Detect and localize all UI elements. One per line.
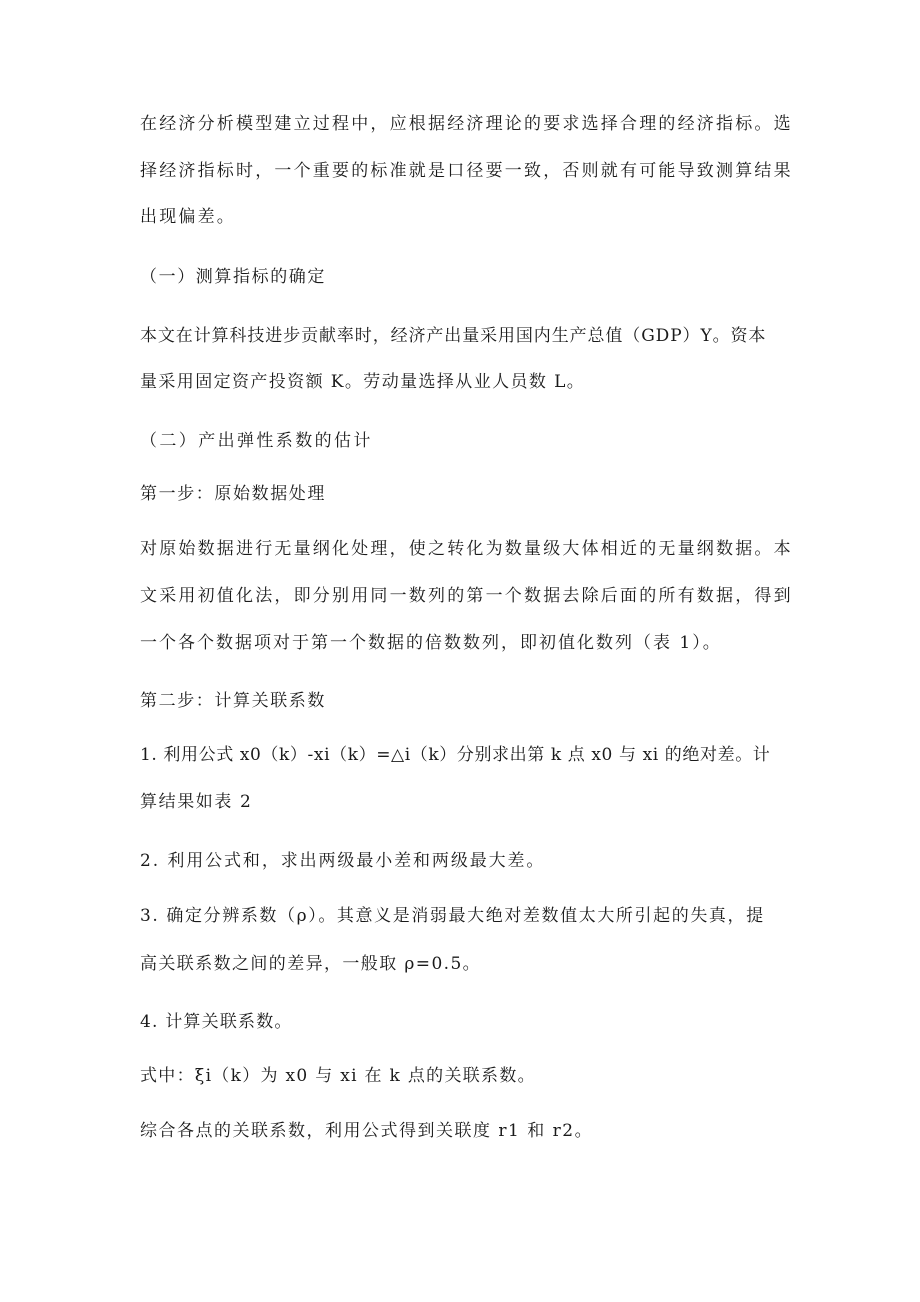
- list-item-3-line-2: 高关联系数之间的差异，一般取 ρ=0.5。: [140, 954, 482, 974]
- list-item-4: 4. 计算关联系数。: [140, 1012, 293, 1032]
- section-heading-indicators: （一）测算指标的确定: [140, 267, 326, 287]
- paragraph-step1-line-1: 对原始数据进行无量纲化处理，使之转化为数量级大体相近的无量纲数据。本: [140, 539, 793, 559]
- step-heading-2: 第二步：计算关联系数: [140, 691, 326, 711]
- list-item-2: 2. 利用公式和，求出两级最小差和两级最大差。: [140, 851, 546, 871]
- paragraph-indicators-line-2: 量采用固定资产投资额 K。劳动量选择从业人员数 L。: [140, 372, 586, 392]
- paragraph-indicators-line-1: 本文在计算科技进步贡献率时，经济产出量采用国内生产总值（GDP）Y。资本: [140, 326, 767, 346]
- step-heading-1: 第一步：原始数据处理: [140, 484, 326, 504]
- list-item-3-line-1: 3. 确定分辨系数（ρ）。其意义是消弱最大绝对差数值太大所引起的失真，提: [140, 906, 765, 926]
- formula-note: 式中：ξi（k）为 x0 与 xi 在 k 点的关联系数。: [140, 1066, 536, 1086]
- paragraph-intro-line-3: 出现偏差。: [140, 207, 236, 227]
- paragraph-step1-line-3: 一个各个数据项对于第一个数据的倍数数列，即初值化数列（表 1）。: [140, 633, 722, 653]
- paragraph-step1-line-2: 文采用初值化法，即分别用同一数列的第一个数据去除后面的所有数据，得到: [140, 586, 793, 606]
- list-item-1-line-1: 1. 利用公式 x0（k）-xi（k）=△i（k）分别求出第 k 点 x0 与 xi 的绝对差。计: [140, 745, 771, 765]
- list-item-1-line-2: 算结果如表 2: [140, 792, 253, 812]
- paragraph-intro-line-1: 在经济分析模型建立过程中，应根据经济理论的要求选择合理的经济指标。选: [140, 114, 793, 134]
- paragraph-intro-line-2: 择经济指标时，一个重要的标准就是口径要一致，否则就有可能导致测算结果: [140, 161, 793, 181]
- section-heading-elasticity: （二）产出弹性系数的估计: [140, 431, 373, 451]
- paragraph-conclusion: 综合各点的关联系数，利用公式得到关联度 r1 和 r2。: [140, 1121, 594, 1141]
